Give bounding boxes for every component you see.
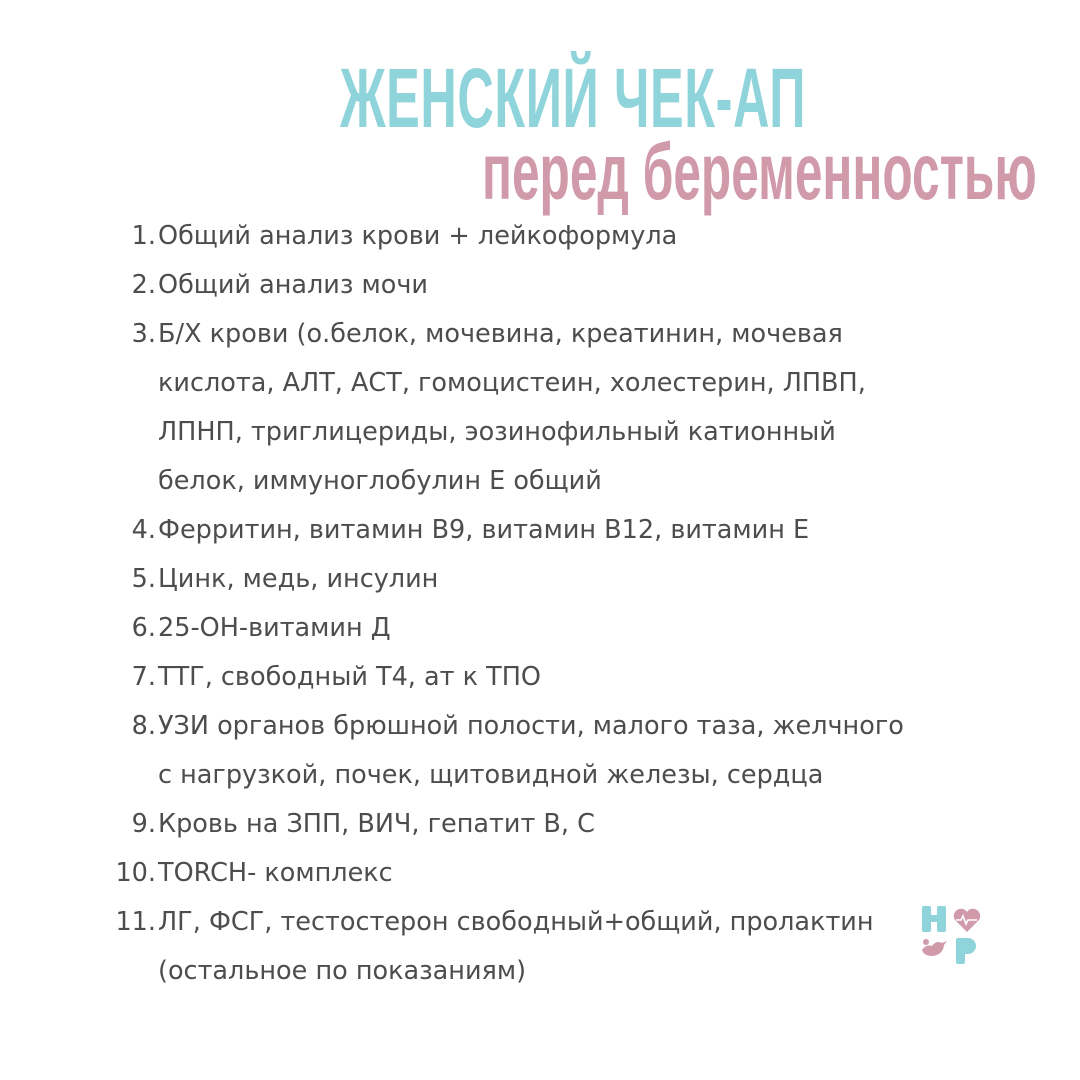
list-item-number: 11. (115, 907, 156, 937)
page-title: ЖЕНСКИЙ ЧЕК-АП (340, 51, 807, 145)
list-item-number: 4. (131, 515, 156, 545)
list-item-text: Ферритин, витамин В9, витамин В12, витамин Е (158, 515, 810, 545)
list-item-text: с нагрузкой, почек, щитовидной железы, сердца (158, 760, 824, 790)
brand-logo (918, 902, 984, 968)
list-item-text: TORCH- комплекс (158, 858, 393, 888)
list-item-number: 7. (131, 662, 156, 692)
list-item-number: 9. (131, 809, 156, 839)
page-subtitle: перед беременностью (482, 127, 1037, 216)
list-item-text: (остальное по показаниям) (158, 956, 527, 986)
list-item-number: 3. (131, 319, 156, 349)
list-item-text: ЛПНП, триглицериды, эозинофильный катионный (158, 417, 836, 447)
list-item-number: 5. (131, 564, 156, 594)
list-item-number: 2. (131, 270, 156, 300)
list-item-number: 8. (131, 711, 156, 741)
list-item-text: УЗИ органов брюшной полости, малого таза, желчного (158, 711, 904, 741)
list-item-text: 25-ОН-витамин Д (158, 613, 391, 643)
list-item-number: 10. (115, 858, 156, 888)
list-item-text: белок, иммуноглобулин Е общий (158, 466, 602, 496)
list-item-number: 6. (131, 613, 156, 643)
list-item-text: ТТГ, свободный Т4, ат к ТПО (158, 662, 541, 692)
list-item-text: Общий анализ мочи (158, 270, 429, 300)
list-item-number: 1. (131, 221, 156, 251)
list-item-text: Б/Х крови (о.белок, мочевина, креатинин, мочевая (158, 319, 843, 349)
list-item-text: ЛГ, ФСГ, тестостерон свободный+общий, пролактин (158, 907, 874, 937)
list-item-text: Общий анализ крови + лейкоформула (158, 221, 678, 251)
list-item-text: кислота, АЛТ, АСТ, гомоцистеин, холестерин, ЛПВП, (158, 368, 866, 398)
list-item-text: Цинк, медь, инсулин (158, 564, 439, 594)
list-item-text: Кровь на ЗПП, ВИЧ, гепатит В, С (158, 809, 595, 839)
